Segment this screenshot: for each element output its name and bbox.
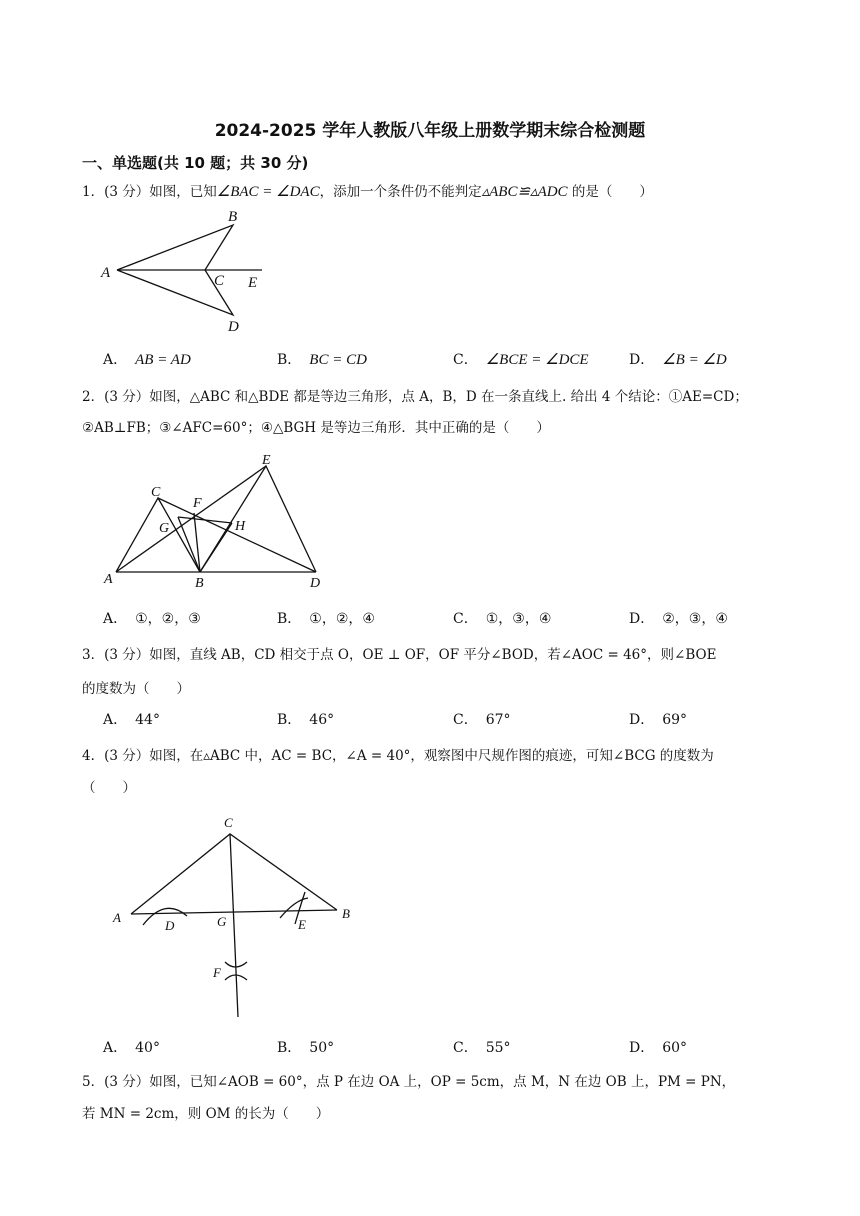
q3-option-d-label: D．	[629, 712, 655, 728]
q4-option-c-label: C．	[453, 1040, 478, 1056]
q1-label-b: B	[228, 209, 238, 225]
q4-option-b-text: 50°	[309, 1040, 335, 1056]
q4-label-e: E	[298, 917, 306, 932]
q1-label-e: E	[248, 275, 258, 291]
q2-option-d[interactable]	[629, 608, 728, 628]
q2-label-f: F	[193, 496, 202, 511]
q4-option-d[interactable]	[629, 1037, 687, 1057]
section-title: 一、单选题(共 10 题；共 30 分)	[82, 154, 309, 172]
q3-option-d[interactable]	[629, 709, 687, 729]
q1-option-d-text: ∠B = ∠D	[662, 352, 727, 368]
q4-label-c: C	[224, 815, 233, 830]
q1-mid: ，添加一个条件仍不能判定	[319, 184, 482, 200]
q1-label-d: D	[228, 319, 239, 335]
q1-prefix: 1．(3 分）如图，已知	[82, 184, 217, 200]
q2-option-a-label: A．	[103, 611, 128, 627]
q2-label-d: D	[310, 576, 321, 591]
q1-option-c-label: C．	[453, 352, 478, 368]
q4-stem-line1: 4．(3 分）如图，在▵ABC 中，AC = BC，∠A = 40°，观察图中尺规作图的痕迹，可知∠BCG 的度数为	[82, 748, 714, 764]
q2-option-b-text: ①，②，④	[309, 611, 375, 627]
q3-option-b[interactable]	[277, 709, 334, 729]
q4-label-f: F	[213, 965, 221, 980]
q2-label-e: E	[262, 453, 271, 468]
q3-option-c-label: C．	[453, 712, 478, 728]
q4-option-b[interactable]	[277, 1037, 334, 1057]
q2-label-a: A	[104, 572, 113, 587]
q2-option-d-label: D．	[629, 611, 655, 627]
q3-stem-line2: 的度数为（ ）	[82, 681, 190, 697]
q1-option-a-text: AB = AD	[135, 352, 191, 368]
q5-stem-line2: 若 MN = 2cm，则 OM 的长为（ ）	[82, 1106, 330, 1122]
q2-option-c-text: ①，③，④	[485, 611, 552, 627]
q3-option-b-text: 46°	[309, 712, 335, 728]
q4-label-d: D	[165, 918, 175, 933]
q2-option-a-text: ①，②，③	[135, 611, 201, 627]
q1-option-c-text: ∠BCE = ∠DCE	[485, 352, 589, 368]
q3-option-c[interactable]	[453, 709, 511, 729]
q1-option-c[interactable]	[453, 349, 589, 369]
q4-option-a-label: A．	[103, 1040, 128, 1056]
q2-figure	[98, 452, 333, 592]
q4-option-d-text: 60°	[662, 1040, 688, 1056]
q1-label-a: A	[101, 265, 111, 281]
q5-stem-line1: 5．(3 分）如图，已知∠AOB = 60°，点 P 在边 OA 上，OP = 5cm，点 M，N 在边 OB 上，PM = PN，	[82, 1074, 736, 1090]
q3-option-a-label: A．	[103, 712, 128, 728]
q2-option-b[interactable]	[277, 608, 375, 628]
q1-option-d[interactable]	[629, 349, 727, 369]
q1-option-a-label: A．	[103, 352, 128, 368]
q3-option-a[interactable]	[103, 709, 160, 729]
q2-option-d-text: ②，③，④	[662, 611, 728, 627]
q2-label-h: H	[235, 519, 246, 534]
q2-option-c-label: C．	[453, 611, 478, 627]
page-title: 2024-2025 学年人教版八年级上册数学期末综合检测题	[214, 121, 646, 141]
q4-label-g: G	[217, 914, 227, 929]
q2-label-b: B	[195, 576, 204, 591]
q1-option-b-label: B．	[277, 352, 302, 368]
q1-option-d-label: D．	[629, 352, 655, 368]
q2-stem-line2: ②AB⊥FB；③∠AFC=60°；④△BGH 是等边三角形．其中正确的是（ ）	[82, 420, 550, 436]
q1-stem	[82, 180, 653, 201]
q1-figure	[95, 205, 275, 340]
q1-label-c: C	[214, 273, 225, 289]
q1-suffix: 的是（ ）	[567, 184, 653, 200]
q1-option-a[interactable]	[103, 349, 191, 369]
q1-condition: ∠BAC = ∠DAC	[216, 184, 320, 200]
q4-label-a: A	[113, 910, 121, 925]
q3-option-d-text: 69°	[662, 712, 688, 728]
q4-option-b-label: B．	[277, 1040, 302, 1056]
q4-stem-line2: （ ）	[82, 780, 136, 796]
q4-figure	[105, 812, 365, 1022]
q1-option-b-text: BC = CD	[309, 352, 367, 368]
q2-label-c: C	[151, 485, 161, 500]
q3-stem-line1: 3．(3 分）如图，直线 AB，CD 相交于点 O，OE ⊥ OF，OF 平分∠BOD，若∠AOC = 46°，则∠BOE	[82, 647, 717, 663]
q3-option-b-label: B．	[277, 712, 302, 728]
q3-option-a-text: 44°	[135, 712, 160, 728]
q2-option-a[interactable]	[103, 608, 201, 628]
q2-stem-line1: 2．(3 分）如图，△ABC 和△BDE 都是等边三角形，点 A，B，D 在一条直线上. 给出 4 个结论：①AE=CD；	[82, 389, 748, 405]
q4-option-c[interactable]	[453, 1037, 511, 1057]
q4-option-d-label: D．	[629, 1040, 655, 1056]
q2-option-c[interactable]	[453, 608, 551, 628]
q4-option-c-text: 55°	[485, 1040, 511, 1056]
q4-label-b: B	[342, 906, 350, 921]
q2-option-b-label: B．	[277, 611, 302, 627]
q3-option-c-text: 67°	[485, 712, 511, 728]
q4-option-a[interactable]	[103, 1037, 160, 1057]
q1-conclusion: ▵ABC≌▵ADC	[481, 184, 568, 200]
q4-option-a-text: 40°	[135, 1040, 160, 1056]
q1-option-b[interactable]	[277, 349, 367, 369]
q2-label-g: G	[159, 521, 170, 536]
